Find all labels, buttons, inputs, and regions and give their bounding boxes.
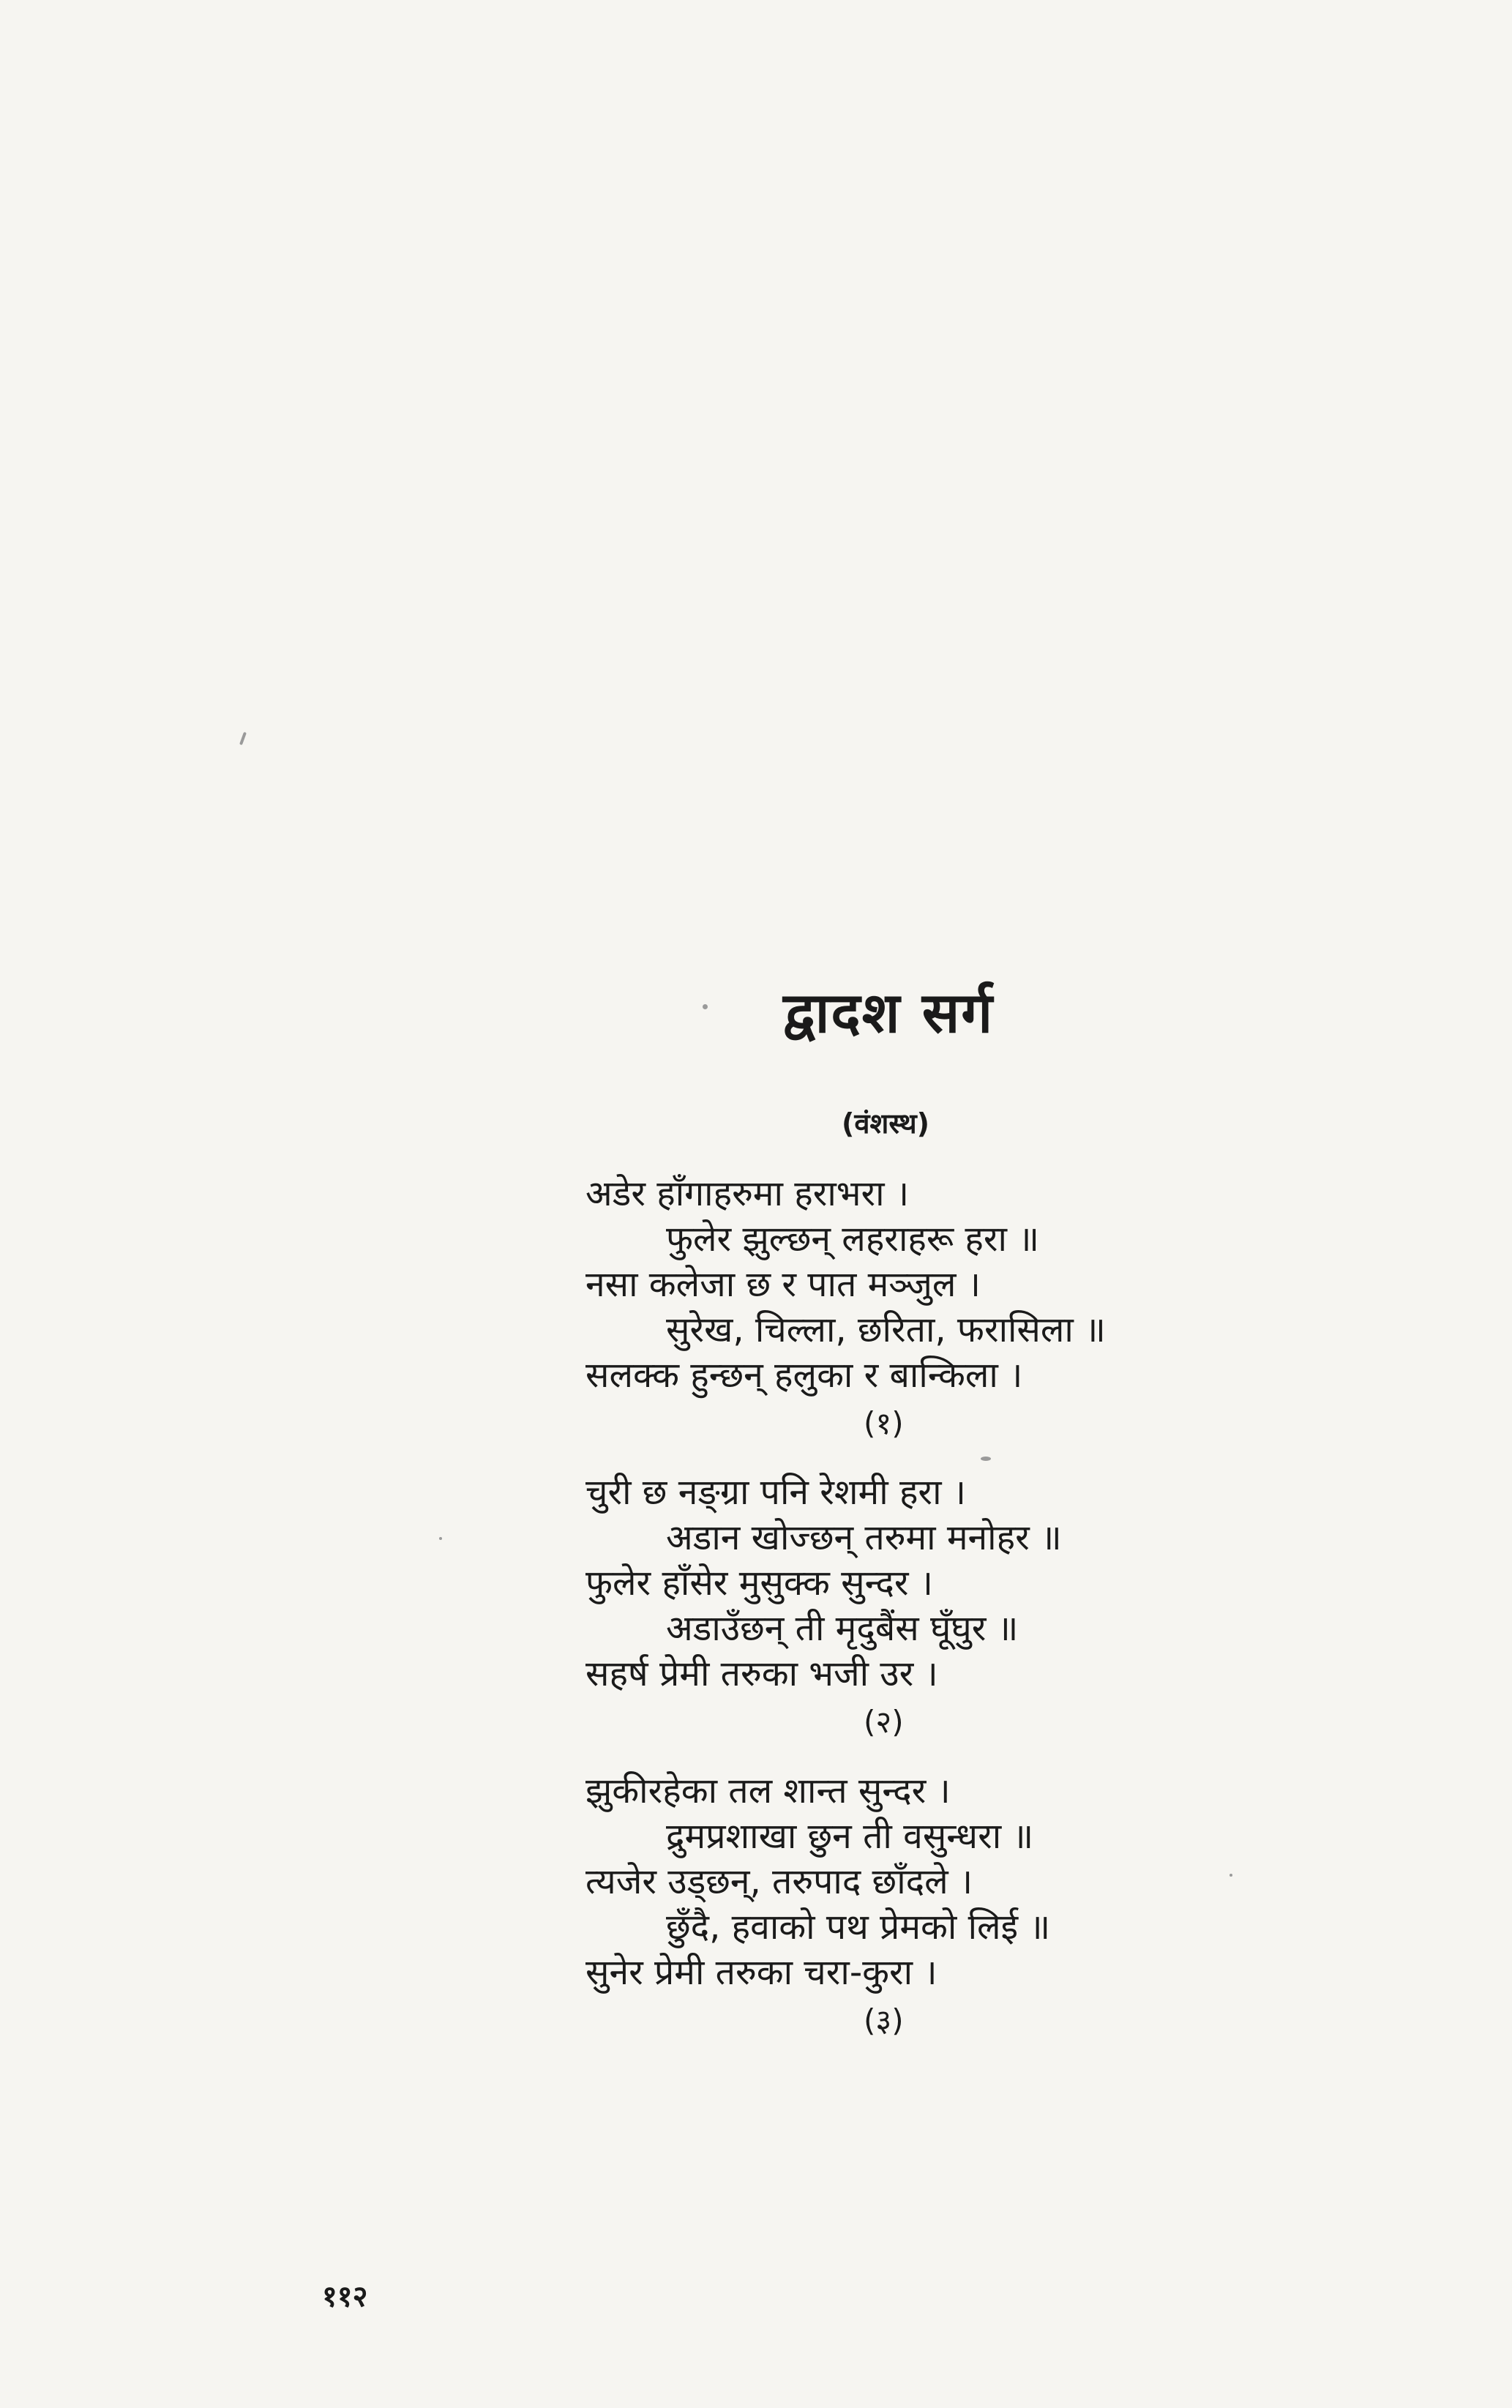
stanza-3 [585,1768,1186,2046]
stanza-1 [585,1171,1186,1449]
scan-speck [1230,1874,1232,1877]
verse-line: त्यजेर उड्छन्, तरुपाद छाँदले । [585,1861,973,1902]
scan-speck [981,1457,991,1461]
verse-line: नसा कलेजा छ र पात मञ्जुल । [585,1264,981,1305]
stanza-number: (३) [864,2003,904,2038]
stanza-number: (१) [864,1405,904,1441]
verse-line: फुलेर झुल्छन् लहराहरू हरा ॥ [666,1219,1039,1260]
chapter-title: द्वादश सर्ग [783,980,995,1045]
scan-speck [703,1004,708,1009]
scan-speck [239,732,247,745]
verse-line: चुरी छ नङ्ग्रा पनि रेशमी हरा । [585,1472,966,1513]
verse-line: छुँदै, हवाको पथ प्रेमको लिई ॥ [666,1907,1051,1948]
page-number: ११२ [322,2280,368,2314]
verse-line: झुकीरहेका तल शान्त सुन्दर । [585,1771,951,1811]
verse-line: द्रुमप्रशाखा छुन ती वसुन्धरा ॥ [666,1816,1034,1857]
verse-line: सुरेख, चिल्ला, छरिता, फरासिला ॥ [666,1309,1106,1350]
verse-line: अडाउँछन् ती मृदुबैंस घूँघुर ॥ [666,1608,1019,1649]
verse-line: अडेर हाँगाहरुमा हराभरा । [585,1173,910,1214]
metre-label: (वंशस्थ) [842,1107,930,1140]
stanza-number: (२) [864,1704,904,1740]
verse-line: सलक्क हुन्छन् हलुका र बान्किला । [585,1355,1023,1396]
stanza-2 [585,1470,1186,1748]
scan-speck [439,1537,442,1540]
verse-line: सहर्ष प्रेमी तरुका भजी उर । [585,1653,938,1694]
verse-line: सुनेर प्रेमी तरुका चरा-कुरा । [585,1952,937,1993]
verse-line: अडान खोज्छन् तरुमा मनोहर ॥ [666,1517,1062,1558]
verse-line: फुलेर हाँसेर मुसुक्क सुन्दर । [585,1563,933,1604]
